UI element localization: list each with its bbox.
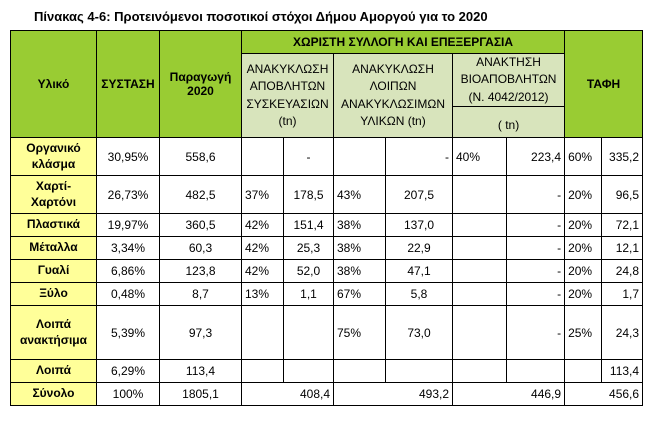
cell-bio-pct: 40% [453, 138, 507, 176]
row-material: Χαρτί-Χαρτόνι [11, 176, 97, 214]
cell-other-pct: 38% [334, 237, 386, 260]
cell-landfill-pct: 20% [565, 283, 602, 306]
total-label: Σύνολο [11, 383, 97, 406]
cell-packaging-pct [242, 138, 284, 176]
cell-other-pct [334, 138, 386, 176]
cell-landfill-tn: 113,4 [602, 360, 643, 383]
cell-other-tn: 47,1 [386, 260, 453, 283]
cell-bio-pct [453, 237, 507, 260]
cell-other-pct: 38% [334, 214, 386, 237]
cell-production: 8,7 [160, 283, 242, 306]
cell-composition: 30,95% [97, 138, 160, 176]
header-group: ΧΩΡΙΣΤΗ ΣΥΛΛΟΓΗ ΚΑΙ ΕΠΕΞΕΡΓΑΣΙΑ [242, 31, 565, 54]
cell-landfill-tn: 96,5 [602, 176, 643, 214]
total-packaging-tn: 408,4 [284, 383, 334, 406]
cell-other-tn: 207,5 [386, 176, 453, 214]
total-bio-tn: 446,9 [507, 383, 565, 406]
header-production: Παραγωγή 2020 [160, 31, 242, 138]
cell-production: 482,5 [160, 176, 242, 214]
cell-landfill-pct: 20% [565, 214, 602, 237]
targets-table [10, 30, 643, 406]
cell-packaging-pct [242, 306, 284, 360]
cell-packaging-tn: - [284, 138, 334, 176]
cell-packaging-tn: 25,3 [284, 237, 334, 260]
cell-landfill-pct: 20% [565, 260, 602, 283]
cell-landfill-tn: 24,3 [602, 306, 643, 360]
cell-bio-tn: - [507, 237, 565, 260]
cell-other-tn: 137,0 [386, 214, 453, 237]
total-other-tn: 493,2 [386, 383, 453, 406]
cell-landfill-pct: 25% [565, 306, 602, 360]
row-material: Πλαστικά [11, 214, 97, 237]
cell-bio-tn: - [507, 176, 565, 214]
cell-other-pct: 75% [334, 306, 386, 360]
cell-bio-tn: - [507, 214, 565, 237]
cell-composition: 6,86% [97, 260, 160, 283]
cell-packaging-tn [284, 360, 334, 383]
cell-landfill-pct: 20% [565, 176, 602, 214]
cell-packaging-pct: 42% [242, 237, 284, 260]
cell-landfill-pct: 60% [565, 138, 602, 176]
cell-composition: 3,34% [97, 237, 160, 260]
cell-other-tn: 22,9 [386, 237, 453, 260]
cell-landfill-tn: 72,1 [602, 214, 643, 237]
header-packaging: ΑΝΑΚΥΚΛΩΣΗ ΑΠΟΒΛΗΤΩΝ ΣΥΣΚΕΥΑΣΙΩΝ (tn) [242, 54, 334, 138]
cell-packaging-tn: 52,0 [284, 260, 334, 283]
header-other-recyclables: ΑΝΑΚΥΚΛΩΣΗ ΛΟΙΠΩΝ ΑΝΑΚΥΚΛΩΣΙΜΩΝ ΥΛΙΚΩΝ (tn) [334, 54, 453, 138]
cell-bio-tn: - [507, 260, 565, 283]
cell-bio-pct [453, 214, 507, 237]
cell-landfill-tn: 335,2 [602, 138, 643, 176]
cell-landfill-pct [565, 360, 602, 383]
cell-bio-pct [453, 283, 507, 306]
cell-other-tn: - [386, 138, 453, 176]
header-landfill: ΤΑΦΗ [565, 31, 643, 138]
cell-bio-pct [453, 360, 507, 383]
cell-bio-tn: - [507, 306, 565, 360]
cell-production: 60,3 [160, 237, 242, 260]
row-material: Μέταλλα [11, 237, 97, 260]
cell-other-pct: 38% [334, 260, 386, 283]
cell-composition: 26,73% [97, 176, 160, 214]
table-caption: Πίνακας 4-6: Προτεινόμενοι ποσοτικοί στόχοι Δήμου Αμοργού για το 2020 [34, 9, 488, 24]
cell-packaging-tn: 1,1 [284, 283, 334, 306]
cell-other-pct [334, 360, 386, 383]
cell-other-pct: 43% [334, 176, 386, 214]
row-material: Γυαλί [11, 260, 97, 283]
cell-production: 113,4 [160, 360, 242, 383]
cell-production: 123,8 [160, 260, 242, 283]
cell-bio-pct [453, 306, 507, 360]
cell-landfill-tn: 12,1 [602, 237, 643, 260]
total-composition: 100% [97, 383, 160, 406]
cell-packaging-tn: 151,4 [284, 214, 334, 237]
cell-packaging-pct: 42% [242, 214, 284, 237]
cell-production: 360,5 [160, 214, 242, 237]
cell-landfill-pct: 20% [565, 237, 602, 260]
row-material: Ξύλο [11, 283, 97, 306]
cell-production: 97,3 [160, 306, 242, 360]
cell-bio-pct [453, 260, 507, 283]
cell-bio-tn: 223,4 [507, 138, 565, 176]
cell-packaging-pct [242, 360, 284, 383]
header-bio-unit: ( tn) [453, 115, 565, 138]
cell-other-pct: 67% [334, 283, 386, 306]
cell-composition: 0,48% [97, 283, 160, 306]
cell-bio-tn [507, 360, 565, 383]
cell-landfill-tn: 1,7 [602, 283, 643, 306]
cell-landfill-tn: 24,8 [602, 260, 643, 283]
cell-packaging-pct: 37% [242, 176, 284, 214]
row-material: Λοιπά ανακτήσιμα [11, 306, 97, 360]
cell-composition: 5,39% [97, 306, 160, 360]
cell-other-tn: 5,8 [386, 283, 453, 306]
header-composition: ΣΥΣΤΑΣΗ [97, 31, 160, 138]
cell-packaging-tn [284, 306, 334, 360]
cell-other-tn [386, 360, 453, 383]
cell-bio-tn: - [507, 283, 565, 306]
cell-packaging-pct: 13% [242, 283, 284, 306]
cell-composition: 6,29% [97, 360, 160, 383]
total-production: 1805,1 [160, 383, 242, 406]
cell-production: 558,6 [160, 138, 242, 176]
cell-composition: 19,97% [97, 214, 160, 237]
cell-packaging-tn: 178,5 [284, 176, 334, 214]
cell-packaging-pct: 42% [242, 260, 284, 283]
cell-bio-pct [453, 176, 507, 214]
header-bio: ΑΝΑΚΤΗΣΗ ΒΙΟΑΠΟΒΛΗΤΩΝ (Ν. 4042/2012) [453, 54, 565, 107]
row-material: Λοιπά [11, 360, 97, 383]
cell-other-tn: 73,0 [386, 306, 453, 360]
total-landfill-tn: 456,6 [602, 383, 643, 406]
row-material: Οργανικό κλάσμα [11, 138, 97, 176]
header-material: Υλικό [11, 31, 97, 138]
